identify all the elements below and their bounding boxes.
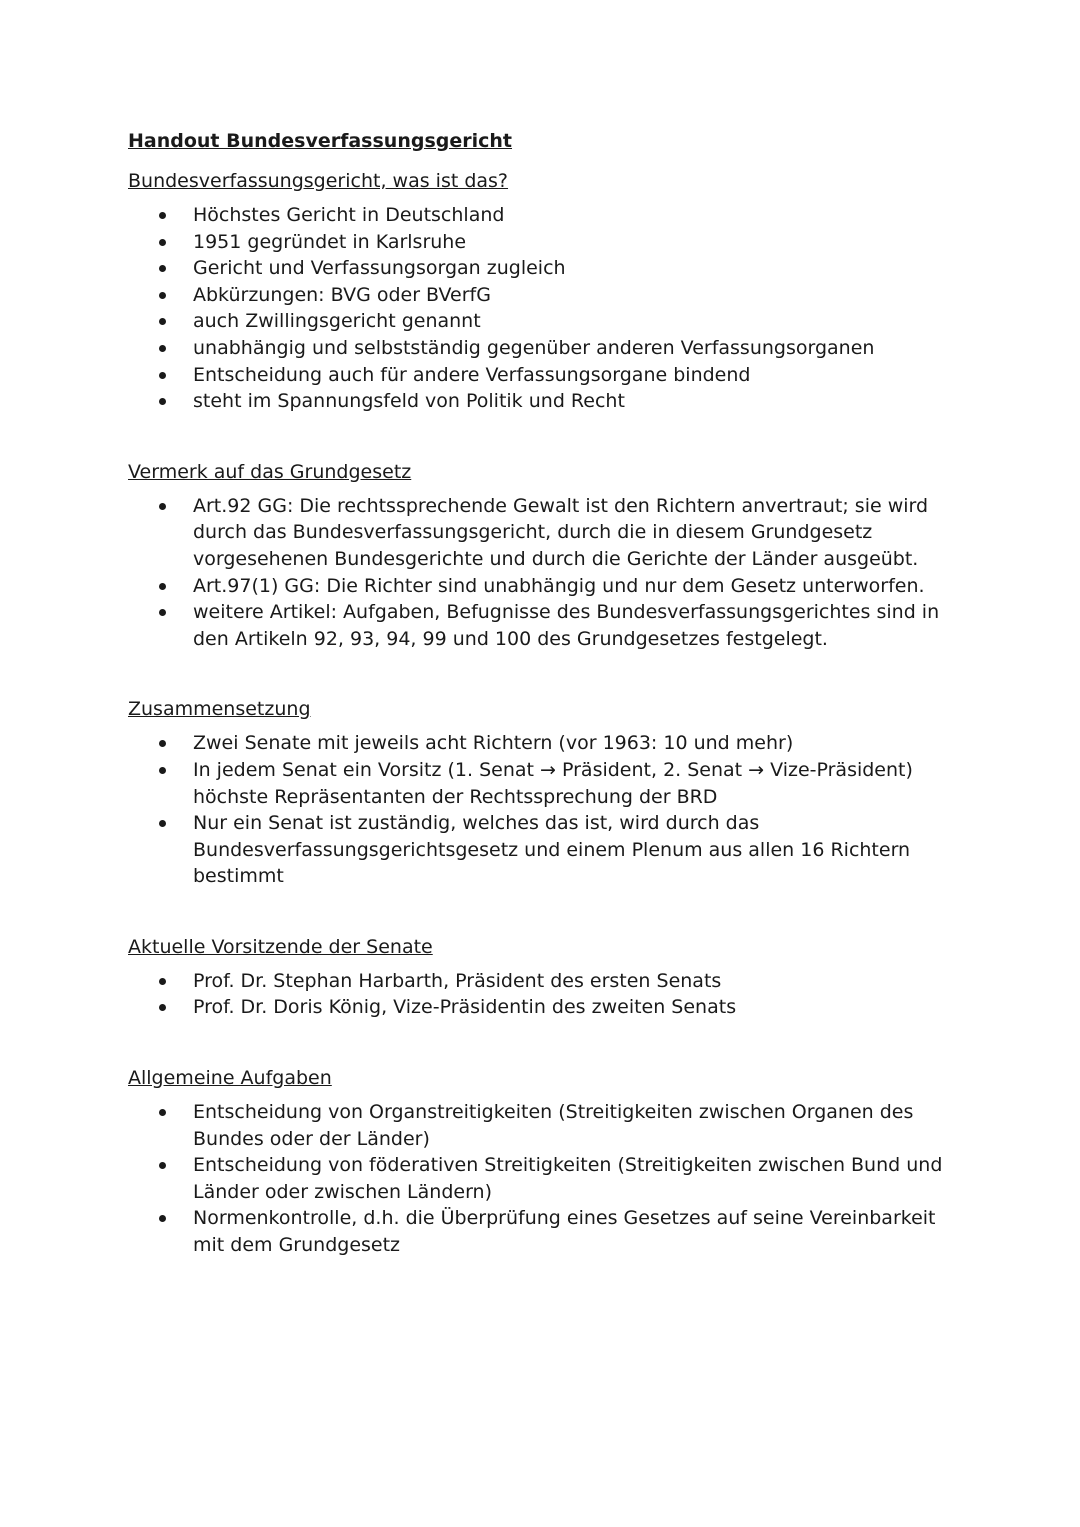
bullet-icon (159, 345, 166, 352)
list-item: auch Zwillingsgericht genannt (128, 308, 958, 335)
bullet-icon (159, 609, 166, 616)
list-item: weitere Artikel: Aufgaben, Befugnisse des Bundesverfassungsgerichtes sind in den Artikeln 92, 93, 94, 99 und 100 des Grundgesetzes festgelegt. (128, 599, 958, 652)
section-vorsitzende (128, 934, 958, 1021)
bullet-icon (159, 318, 166, 325)
bullet-icon (159, 767, 166, 774)
list-item: Art.97(1) GG: Die Richter sind unabhängig und nur dem Gesetz unterworfen. (128, 573, 958, 600)
bullet-list (128, 968, 958, 1021)
bullet-icon (159, 398, 166, 405)
list-item: Höchstes Gericht in Deutschland (128, 202, 958, 229)
bullet-icon (159, 1109, 166, 1116)
bullet-icon (159, 372, 166, 379)
section-zusammensetzung (128, 696, 958, 890)
list-item: unabhängig und selbstständig gegenüber anderen Verfassungsorganen (128, 335, 958, 362)
bullet-list (128, 1099, 958, 1259)
bullet-list (128, 493, 958, 653)
list-item: steht im Spannungsfeld von Politik und Recht (128, 388, 958, 415)
bullet-list (128, 730, 958, 890)
section-heading: Zusammensetzung (128, 698, 311, 721)
bullet-icon (159, 212, 166, 219)
section-heading: Allgemeine Aufgaben (128, 1067, 332, 1090)
section-aufgaben (128, 1065, 958, 1259)
section-heading: Vermerk auf das Grundgesetz (128, 460, 412, 483)
bullet-icon (159, 820, 166, 827)
section-what-is-it (128, 168, 958, 415)
bullet-icon (159, 239, 166, 246)
section-heading: Bundesverfassungsgericht, was ist das? (128, 170, 509, 192)
document-title: Handout Bundesverfassungsgericht (128, 130, 513, 152)
list-item: Nur ein Senat ist zuständig, welches das ist, wird durch das Bundesverfassungsgerichtsgesetz und einem Plenum aus allen 16 Richtern bestimmt (128, 810, 958, 890)
list-item: Zwei Senate mit jeweils acht Richtern (vor 1963: 10 und mehr) (128, 730, 958, 757)
bullet-icon (159, 978, 166, 985)
list-item: Entscheidung von föderativen Streitigkeiten (Streitigkeiten zwischen Bund und Länder oder zwischen Ländern) (128, 1152, 958, 1205)
bullet-list (128, 202, 958, 415)
section-heading: Aktuelle Vorsitzende der Senate (128, 935, 433, 958)
bullet-icon (159, 740, 166, 747)
list-item: Gericht und Verfassungsorgan zugleich (128, 255, 958, 282)
list-item: In jedem Senat ein Vorsitz (1. Senat → Präsident, 2. Senat → Vize-Präsident) höchste Repräsentanten der Rechtssprechung der BRD (128, 757, 958, 810)
list-item: Prof. Dr. Doris König, Vize-Präsidentin des zweiten Senats (128, 994, 958, 1021)
bullet-icon (159, 1162, 166, 1169)
list-item: Entscheidung auch für andere Verfassungsorgane bindend (128, 362, 958, 389)
list-item: Prof. Dr. Stephan Harbarth, Präsident des ersten Senats (128, 968, 958, 995)
list-item: Abkürzungen: BVG oder BVerfG (128, 282, 958, 309)
bullet-icon (159, 265, 166, 272)
list-item: Normenkontrolle, d.h. die Überprüfung eines Gesetzes auf seine Vereinbarkeit mit dem Grundgesetz (128, 1205, 958, 1258)
bullet-icon (159, 583, 166, 590)
bullet-icon (159, 292, 166, 299)
list-item: Entscheidung von Organstreitigkeiten (Streitigkeiten zwischen Organen des Bundes oder der Länder) (128, 1099, 958, 1152)
section-grundgesetz (128, 459, 958, 653)
list-item: Art.92 GG: Die rechtssprechende Gewalt ist den Richtern anvertraut; sie wird durch das Bundesverfassungsgericht, durch die in diesem Grundgesetz vorgesehenen Bundesgerichte und durch die Gerichte der Länder ausgeübt. (128, 493, 958, 573)
list-item: 1951 gegründet in Karlsruhe (128, 229, 958, 256)
document-page (128, 128, 958, 1259)
bullet-icon (159, 503, 166, 510)
bullet-icon (159, 1004, 166, 1011)
bullet-icon (159, 1215, 166, 1222)
